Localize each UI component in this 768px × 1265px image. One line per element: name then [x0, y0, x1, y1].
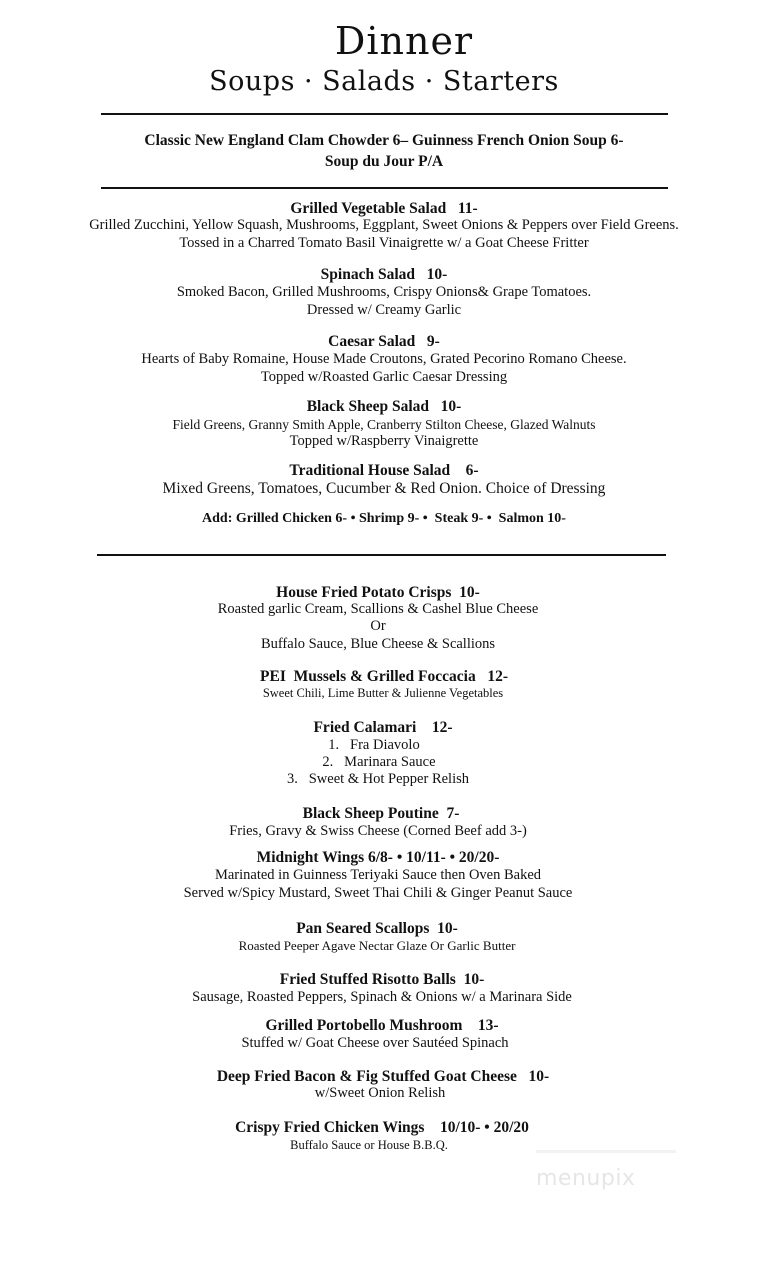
starter-desc: 1. Fra Diavolo — [328, 737, 420, 753]
salad-title: Caesar Salad 9- — [328, 333, 440, 350]
salad-title: Grilled Vegetable Salad 11- — [290, 200, 478, 217]
salad-desc: Field Greens, Granny Smith Apple, Cranberry Stilton Cheese, Glazed Walnuts — [172, 417, 596, 432]
starter-title: Crispy Fried Chicken Wings 10/10- • 20/20 — [235, 1119, 529, 1136]
menu-title: Dinner — [334, 19, 474, 63]
salad-desc: Dressed w/ Creamy Garlic — [306, 302, 462, 318]
divider-top — [101, 113, 668, 115]
watermark-logo: menupix — [536, 1166, 636, 1191]
starter-desc: Marinated in Guinness Teriyaki Sauce then Oven Baked — [214, 867, 542, 883]
divider-salads — [97, 554, 666, 556]
salad-desc: Hearts of Baby Romaine, House Made Croutons, Grated Pecorino Romano Cheese. — [141, 351, 627, 367]
starter-desc: Stuffed w/ Goat Cheese over Sautéed Spinach — [241, 1035, 509, 1051]
starter-desc: 3. Sweet & Hot Pepper Relish — [286, 771, 470, 787]
starter-desc: Roasted garlic Cream, Scallions & Cashel Blue Cheese — [217, 601, 539, 617]
soups-line-1: Classic New England Clam Chowder 6– Guinness French Onion Soup 6- — [144, 132, 624, 149]
starter-desc: Sweet Chili, Lime Butter & Julienne Vegetables — [262, 686, 504, 700]
starter-title: Grilled Portobello Mushroom 13- — [265, 1017, 499, 1034]
starter-desc: Served w/Spicy Mustard, Sweet Thai Chili & Ginger Peanut Sauce — [183, 885, 573, 901]
salad-desc: Topped w/Raspberry Vinaigrette — [289, 433, 479, 449]
salad-desc: Grilled Zucchini, Yellow Squash, Mushrooms, Eggplant, Sweet Onions & Peppers over Field Greens. — [89, 217, 679, 233]
starter-desc: Or — [370, 618, 386, 634]
starter-title: Midnight Wings 6/8- • 10/11- • 20/20- — [256, 849, 500, 866]
starter-title: Pan Seared Scallops 10- — [296, 920, 458, 937]
starter-desc: 2. Marinara Sauce — [322, 754, 436, 770]
salad-desc: Smoked Bacon, Grilled Mushrooms, Crispy Onions& Grape Tomatoes. — [176, 284, 592, 300]
salad-title: Black Sheep Salad 10- — [306, 398, 462, 415]
starter-desc: Sausage, Roasted Peppers, Spinach & Onions w/ a Marinara Side — [192, 989, 572, 1005]
divider-soups — [101, 187, 668, 189]
salad-title: Spinach Salad 10- — [320, 266, 448, 283]
salad-desc: Mixed Greens, Tomatoes, Cucumber & Red Onion. Choice of Dressing — [162, 480, 606, 497]
starter-title: Black Sheep Poutine 7- — [302, 805, 460, 822]
starter-title: PEI Mussels & Grilled Foccacia 12- — [260, 668, 508, 685]
starter-desc: w/Sweet Onion Relish — [314, 1085, 446, 1101]
starter-desc: Buffalo Sauce, Blue Cheese & Scallions — [260, 636, 496, 652]
starter-desc: Roasted Peeper Agave Nectar Glaze Or Garlic Butter — [238, 938, 516, 953]
salad-desc: Tossed in a Charred Tomato Basil Vinaigrette w/ a Goat Cheese Fritter — [179, 235, 589, 251]
starter-desc: Buffalo Sauce or House B.B.Q. — [290, 1138, 448, 1152]
starter-title: Fried Calamari 12- — [313, 719, 453, 736]
soups-line-2: Soup du Jour P/A — [324, 153, 444, 170]
starter-title: Fried Stuffed Risotto Balls 10- — [279, 971, 485, 988]
watermark-decoration — [536, 1150, 676, 1153]
starter-desc: Fries, Gravy & Swiss Cheese (Corned Beef add 3-) — [229, 823, 527, 839]
salad-desc: Topped w/Roasted Garlic Caesar Dressing — [260, 369, 508, 385]
menu-subtitle: Soups · Salads · Starters — [209, 66, 559, 97]
salad-title: Traditional House Salad 6- — [289, 462, 479, 479]
salad-add-ons: Add: Grilled Chicken 6- • Shrimp 9- • Steak 9- • Salmon 10- — [202, 511, 566, 526]
starter-title: House Fried Potato Crisps 10- — [276, 584, 480, 601]
starter-title: Deep Fried Bacon & Fig Stuffed Goat Cheese 10- — [216, 1068, 550, 1085]
